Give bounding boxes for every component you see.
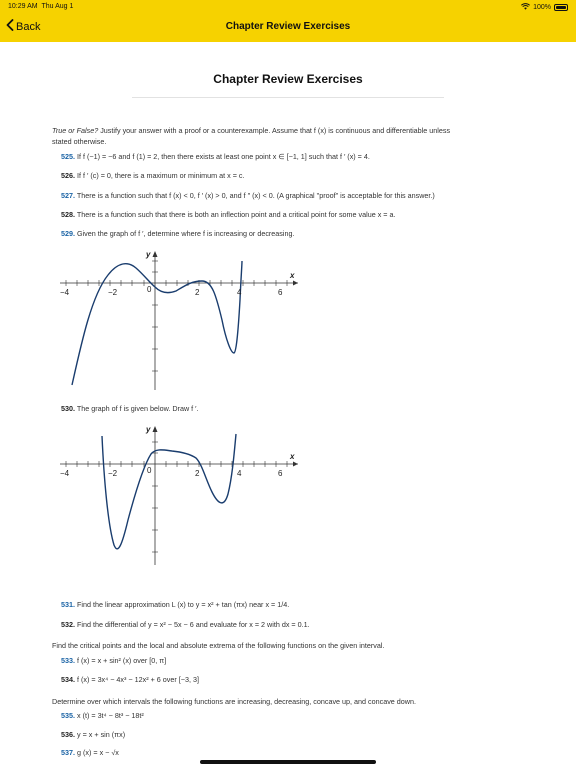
- status-indicators: [521, 3, 568, 12]
- y-axis-arrow: [153, 251, 158, 257]
- problem-530: 530. The graph of f is given below. Draw f ′.: [61, 404, 199, 413]
- problem-link-527[interactable]: 527.: [61, 191, 75, 200]
- y-axis-label: y: [146, 425, 151, 434]
- problem-link-535[interactable]: 535.: [61, 711, 75, 720]
- problem-link-529[interactable]: 529.: [61, 229, 75, 238]
- home-indicator[interactable]: [200, 760, 376, 764]
- section-critical-points: Find the critical points and the local and absolute extrema of the following functions on the given interval.: [52, 641, 385, 650]
- problem-number-532: 532.: [61, 620, 75, 629]
- tick-label-0: 0: [147, 285, 152, 294]
- tick-label-4: 4: [237, 469, 242, 478]
- intro-text-cont: stated otherwise.: [52, 137, 107, 146]
- problem-number-530: 530.: [61, 404, 75, 413]
- battery-percent: 100%: [533, 4, 551, 11]
- x-axis-arrow: [293, 281, 298, 286]
- tick-label-neg2: −2: [108, 288, 118, 297]
- problem-532: 532. Find the differential of y = x² − 5x − 6 and evaluate for x = 2 with dx = 0.1.: [61, 620, 310, 629]
- graph-f-prime: [56, 245, 306, 395]
- x-axis-label: x: [290, 452, 295, 461]
- problem-536: 536. y = x + sin (πx): [61, 730, 126, 739]
- tick-label-6: 6: [278, 288, 283, 297]
- nav-title: Chapter Review Exercises: [225, 21, 351, 32]
- intro-text: True or False? Justify your answer with a proof or a counterexample. Assume that f (x) is continuous and differentiable unless: [52, 126, 451, 135]
- tick-label-neg4: −4: [60, 288, 70, 297]
- problem-number-536: 536.: [61, 730, 75, 739]
- x-axis-label: x: [290, 271, 295, 280]
- x-axis-arrow: [293, 462, 298, 467]
- tick-label-4: 4: [237, 288, 242, 297]
- section-intervals: Determine over which intervals the following functions are increasing, decreasing, concave up, and concave down.: [52, 697, 416, 706]
- problem-link-537[interactable]: 537.: [61, 748, 75, 757]
- problem-link-533[interactable]: 533.: [61, 656, 75, 665]
- problem-526: 526. If f ′ (c) = 0, there is a maximum or minimum at x = c.: [61, 171, 245, 180]
- navigation-bar: [0, 0, 576, 42]
- f-prime-curve: [72, 261, 242, 385]
- title-divider: [132, 97, 444, 98]
- battery-icon: [554, 4, 568, 11]
- problem-534: 534. f (x) = 3x⁴ − 4x³ − 12x² + 6 over [−3, 3]: [61, 675, 199, 684]
- problem-number-528: 528.: [61, 210, 75, 219]
- problem-number-534: 534.: [61, 675, 75, 684]
- tick-label-neg4: −4: [60, 469, 70, 478]
- problem-537: 537. g (x) = x − √x: [61, 748, 119, 757]
- problem-535: 535. x (t) = 3t⁴ − 8t³ − 18t²: [61, 711, 144, 720]
- back-label: Back: [16, 20, 41, 33]
- problem-525: 525. If f (−1) = −6 and f (1) = 2, then there exists at least one point x ∈ [−1, 1] such that f ′ (x) = 4.: [61, 152, 370, 161]
- tick-label-6: 6: [278, 469, 283, 478]
- tick-label-0: 0: [147, 466, 152, 475]
- problem-531: 531. Find the linear approximation L (x) to y = x² + tan (πx) near x = 1/4.: [61, 600, 290, 609]
- problem-link-525[interactable]: 525.: [61, 152, 75, 161]
- problem-528: 528. There is a function such that there is both an inflection point and a critical point for some value x = a.: [61, 210, 396, 219]
- problem-529: 529. Given the graph of f ′, determine where f is increasing or decreasing.: [61, 229, 295, 238]
- problem-number-526: 526.: [61, 171, 75, 180]
- problem-link-531[interactable]: 531.: [61, 600, 75, 609]
- y-axis-arrow: [153, 426, 158, 432]
- problem-527: 527. There is a function such that f (x) < 0, f ′ (x) > 0, and f ″ (x) < 0. (A graphical "proof" is acceptable for this answer.): [61, 191, 435, 200]
- tick-label-neg2: −2: [108, 469, 118, 478]
- graph-f: [56, 420, 306, 570]
- f-curve: [102, 434, 236, 549]
- tick-label-2: 2: [195, 288, 200, 297]
- true-false-label: True or False?: [52, 126, 99, 135]
- wifi-icon: [521, 3, 530, 12]
- problem-533: 533. f (x) = x + sin² (x) over [0, π]: [61, 656, 167, 665]
- y-axis-label: y: [146, 250, 151, 259]
- tick-label-2: 2: [195, 469, 200, 478]
- page-title: Chapter Review Exercises: [213, 72, 363, 86]
- status-time: 10:29 AM Thu Aug 1: [8, 3, 74, 10]
